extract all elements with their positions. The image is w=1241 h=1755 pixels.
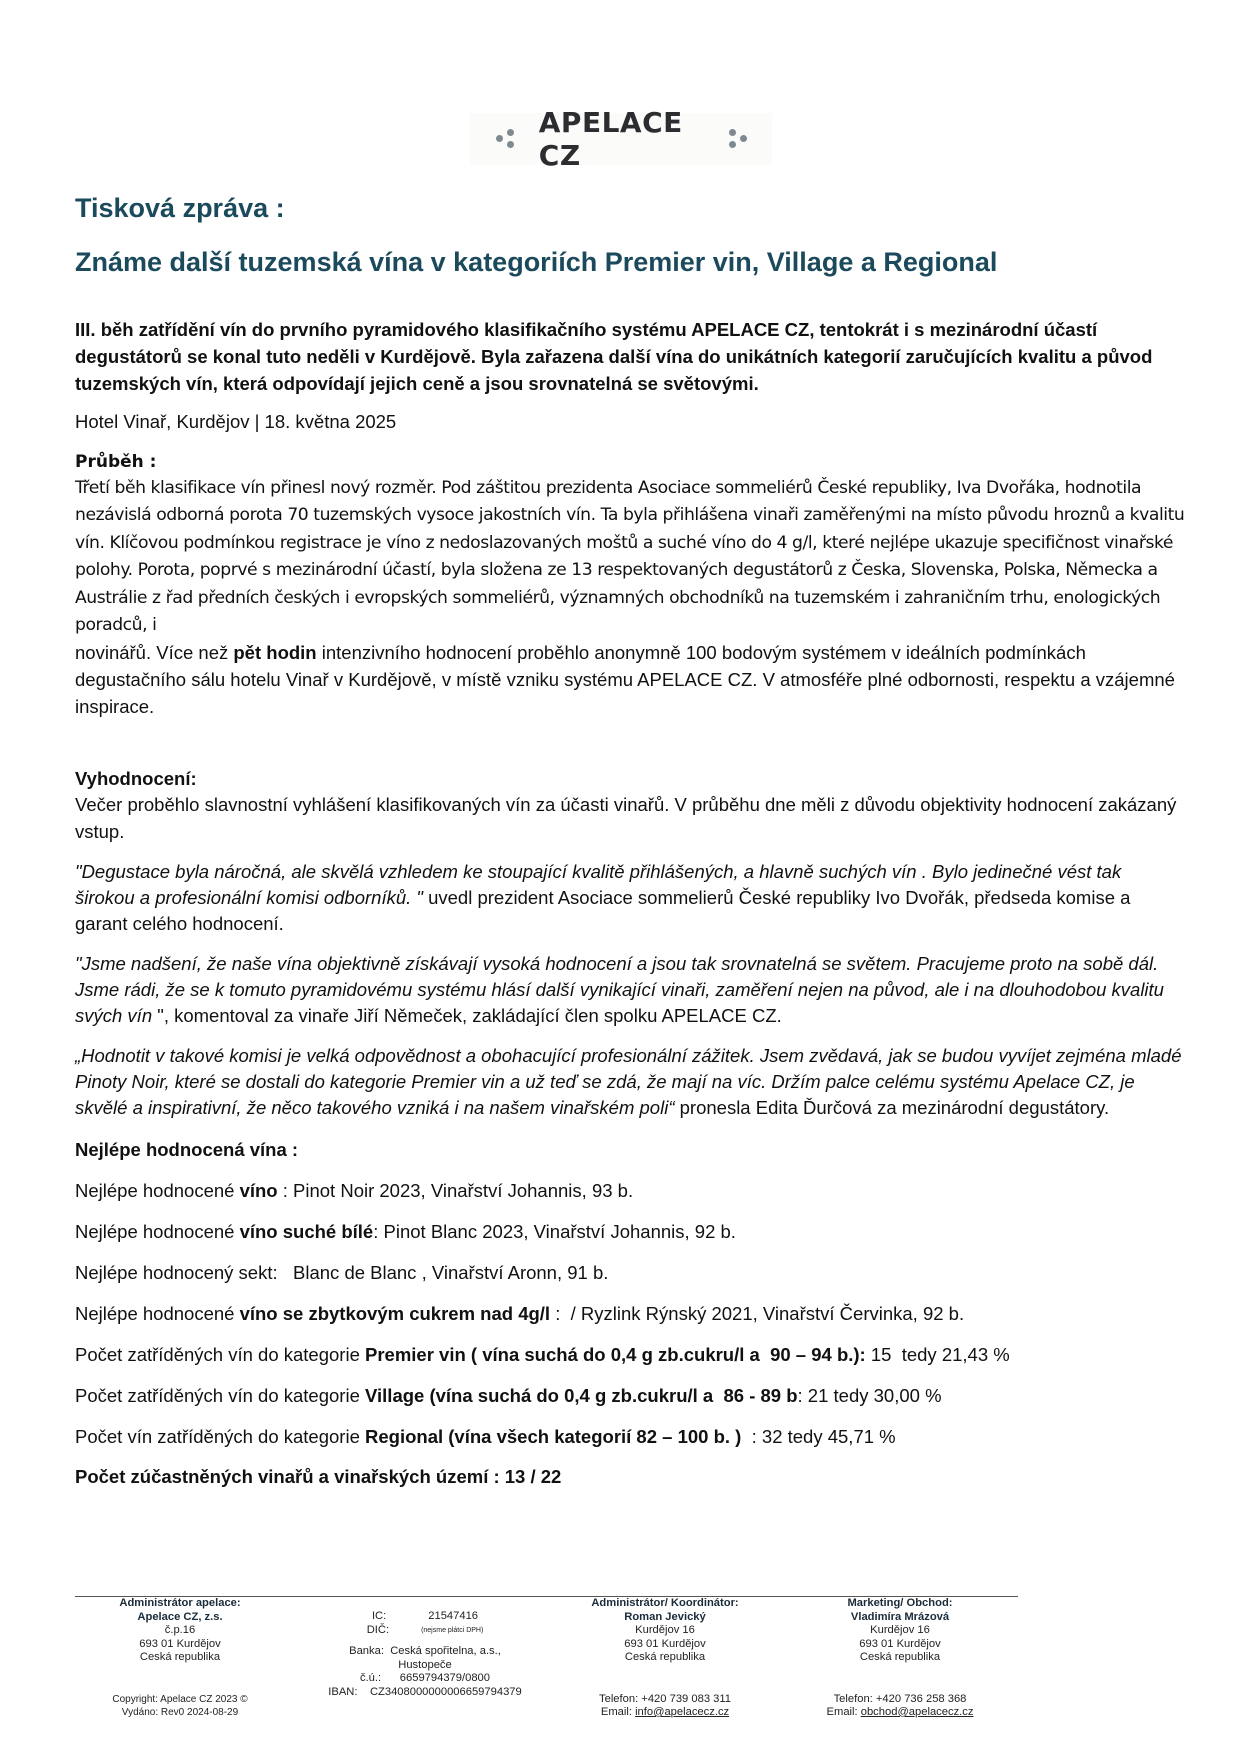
bold-run: pět hodin	[233, 642, 317, 664]
vyhodnoceni-paragraph: Večer proběhlo slavnostní vyhlášení klasifikovaných vín za účasti vinařů. V průběhu dne měli z důvodu objektivity hodnocení zakázaný vstup.	[75, 794, 1177, 843]
footer-country: Ceská republika	[624, 1651, 706, 1663]
bold-run: Village (vína suchá do 0,4 g zb.cukru/l a 86 - 89 b	[365, 1385, 798, 1407]
email-link[interactable]: info@apelacecz.cz	[635, 1706, 730, 1718]
quote-nemecek	[75, 951, 1185, 1029]
footer-address: 693 01 Kurdějov	[139, 1637, 221, 1650]
quote-dvorak	[75, 859, 1185, 937]
footer-country: Ceská republika	[139, 1651, 221, 1663]
dateline: Hotel Vinař, Kurdějov | 18. května 2025	[75, 411, 397, 432]
email-link[interactable]: obchod@apelacecz.cz	[860, 1706, 974, 1718]
quote-text: „Hodnotit v takové komisi je velká odpovědnost a obohacující profesionální zážitek. Jsem zvědavá, jak se budou vyvíjet zejména mladé Pinoty Noir, které se dostali do kategorie Premier vin a už teď se zdá, že mají na víc. Držím palce celému systému Apelace CZ, je skvělé a inspirativní, že něco takového vzniká i na našem vinařském poli“	[75, 1045, 1182, 1119]
ic-value: 21547416	[428, 1610, 479, 1622]
bold-run: Premier vin ( vína suchá do 0,4 g zb.cukru/l a 90 – 94 b.):	[365, 1344, 866, 1366]
prubeh-paragraph: Třetí běh klasifikace vín přinesl nový rozměr. Pod záštitou prezidenta Asociace sommeliérů České republiky, Iva Dvořáka, hodnotila nezávislá odborná porota 70 tuzemských vysoce jakostních vín. Ta byla přihlášena vinaři zaměřenými na místo původu hroznů a kvalitu vín. Klíčovou podmínkou registrace je víno z nedoslazovaných moštů a suché víno do 4 g/l, které nejlépe ukazuje specifičnost vinařské polohy. Porota, poprvé s mezinárodní účastí, byla složena ze 13 respektovaných degustátorů z Česka, Slovenska, Polska, Německa a Austrálie z řad předních českých i evropských sommeliérů, významných obchodníků na tuzemském i zahraničním trhu, enologických poradců, i	[75, 478, 1185, 636]
best-wine-item	[75, 1260, 1175, 1286]
dots-icon	[496, 127, 513, 151]
bold-run: víno se zbytkovým cukrem nad 4g/l	[239, 1303, 551, 1325]
best-wine-item	[75, 1178, 1175, 1204]
bold-run: víno	[239, 1180, 278, 1202]
text-run: novinářů. Více než	[75, 642, 234, 664]
bold-run: Regional (vína všech kategorií 82 – 100 b. )	[365, 1426, 742, 1448]
footer-heading: Administrátor apelace:	[119, 1597, 241, 1609]
text-run: Počet zatříděných vín do kategorie	[75, 1344, 366, 1366]
bank-label: Banka:	[349, 1645, 384, 1657]
best-wines-heading: Nejlépe hodnocená vína :	[75, 1139, 299, 1161]
text-run: Nejlépe hodnocené	[75, 1180, 240, 1202]
footer-heading: Marketing/ Obchod:	[847, 1597, 953, 1609]
text-run: : / Ryzlink Rýnský 2021, Vinařství Červinka, 92 b.	[550, 1303, 965, 1325]
section-heading-vyhodnoceni: Vyhodnocení:	[75, 768, 197, 790]
participants-count: Počet zúčastněných vinařů a vinařských území : 13 / 22	[75, 1466, 562, 1488]
footer-heading: Administrátor/ Koordinátor:	[591, 1597, 739, 1609]
logo-text: APELACE CZ	[538, 106, 683, 172]
text-run: Počet vín zatříděných do kategorie	[75, 1426, 366, 1448]
email-label: Email:	[826, 1706, 861, 1718]
footer-person-name: Roman Jevický	[624, 1610, 706, 1623]
quote-attribution: uvedl prezident Asociace sommelierů České republiky Ivo Dvořák, předseda komise a garant celého hodnocení.	[75, 887, 1131, 935]
page-subtitle: Známe další tuzemská vína v kategoriích Premier vin, Village a Regional	[75, 247, 998, 277]
logo	[470, 106, 772, 172]
footer-coordinator	[555, 1597, 775, 1720]
footer-copyright: Copyright: Apelace CZ 2023 ©	[112, 1693, 248, 1705]
text-run: 15 tedy 21,43 %	[865, 1344, 1010, 1366]
section-heading-prubeh: Průběh :	[75, 452, 157, 472]
footer-address: č.p.16	[164, 1624, 196, 1636]
prubeh-paragraph-continued	[75, 639, 1185, 720]
quote-text: "Degustace byla náročná, ale skvělá vzhledem ke stoupající kvalitě přihlášených, a hlavně suchých vín . Bylo jedinečné vést tak širokou a profesionální komisi odborníků. "	[75, 861, 1122, 909]
email-label: Email:	[600, 1706, 636, 1718]
text-run: Počet zatříděných vín do kategorie	[75, 1385, 366, 1407]
quote-durcova	[75, 1043, 1185, 1121]
quote-text: "Jsme nadšení, že naše vína objektivně získávají vysoká hodnocení a jsou tak srovnatelná se světem. Pracujeme proto na sobě dál. Jsme rádi, že se k tomuto pyramidovému systému hlásí další vynikající vinaři, zaměření nejen na původ, ale i na dlouhodobou kvalitu svých vín	[75, 953, 1164, 1027]
best-wine-item	[75, 1219, 1175, 1245]
iban-label: IBAN:	[328, 1685, 358, 1698]
text-run: : Pinot Noir 2023, Vinařství Johannis, 93 b.	[277, 1180, 634, 1202]
footer-address: Kurdějov 16	[635, 1624, 695, 1636]
text-run: intenzivního hodnocení proběhlo anonymně 100 bodovým systémem v ideálních podmínkách degustačního sálu hotelu Vinař v Kurdějově, v místě vzniku systému APELACE CZ. V atmosféře plné odbornosti, respektu a vzájemné inspirace.	[75, 642, 1175, 718]
category-count	[75, 1424, 1175, 1450]
account-value: 6659794379/0800	[399, 1672, 490, 1684]
footer-person-name: Vladimíra Mrázová	[850, 1610, 950, 1623]
footer-phone: Telefon: +420 739 083 311	[599, 1692, 731, 1705]
footer-marketing	[790, 1597, 1010, 1720]
text-run: Nejlépe hodnocené	[75, 1221, 240, 1243]
dots-icon	[729, 127, 746, 151]
footer-address: Kurdějov 16	[870, 1624, 930, 1636]
text-run: Nejlépe hodnocené	[75, 1303, 240, 1325]
bank-city: Hustopeče	[398, 1658, 452, 1671]
best-wine-item	[75, 1301, 1175, 1327]
category-count	[75, 1342, 1175, 1368]
text-run: : Pinot Blanc 2023, Vinařství Johannis, 92 b.	[373, 1221, 736, 1243]
footer-company-ids	[300, 1597, 550, 1699]
iban-value: CZ3408000000006659794379	[369, 1685, 522, 1698]
bank-value: Ceská spořitelna, a.s.,	[390, 1645, 501, 1657]
dic-label: DIČ:	[366, 1623, 390, 1636]
footer-administrator	[95, 1597, 265, 1720]
footer-org-name: Apelace CZ, z.s.	[137, 1610, 223, 1623]
footer-country: Ceská republika	[859, 1651, 941, 1663]
text-run: : 32 tedy 45,71 %	[741, 1426, 896, 1448]
category-count	[75, 1383, 1175, 1409]
quote-attribution: pronesla Edita Ďurčová za mezinárodní degustátory.	[674, 1097, 1110, 1119]
ic-label: IC:	[371, 1610, 387, 1622]
account-label: č.ú.:	[359, 1672, 382, 1684]
lead-paragraph: III. běh zatřídění vín do prvního pyramidového klasifikačního systému APELACE CZ, tentokrát i s mezinárodní účastí degustátorů se konal tuto neděli v Kurdějově. Byla zařazena další vína do unikátních kategorií zaručujících kvalitu a původ tuzemských vín, která odpovídají jejich ceně a jsou srovnatelná se světovými.	[75, 319, 1153, 394]
bold-run: víno suché bílé	[239, 1221, 374, 1243]
quote-attribution: ", komentoval za vinaře Jiří Němeček, zakládající člen spolku APELACE CZ.	[152, 1005, 782, 1027]
footer-phone: Telefon: +420 736 258 368	[833, 1692, 967, 1705]
text-run: : 21 tedy 30,00 %	[797, 1385, 942, 1407]
page-title: Tisková zpráva :	[75, 193, 285, 223]
footer-address: 693 01 Kurdějov	[859, 1637, 941, 1650]
footer-address: 693 01 Kurdějov	[624, 1637, 706, 1650]
footer-issued: Vydáno: Rev0 2024-08-29	[121, 1707, 239, 1718]
document-body	[75, 188, 1185, 1490]
text-run: Nejlépe hodnocený sekt: Blanc de Blanc , Vinařství Aronn, 91 b.	[75, 1262, 609, 1284]
dic-value: (nejsme plátci DPH)	[421, 1626, 484, 1634]
